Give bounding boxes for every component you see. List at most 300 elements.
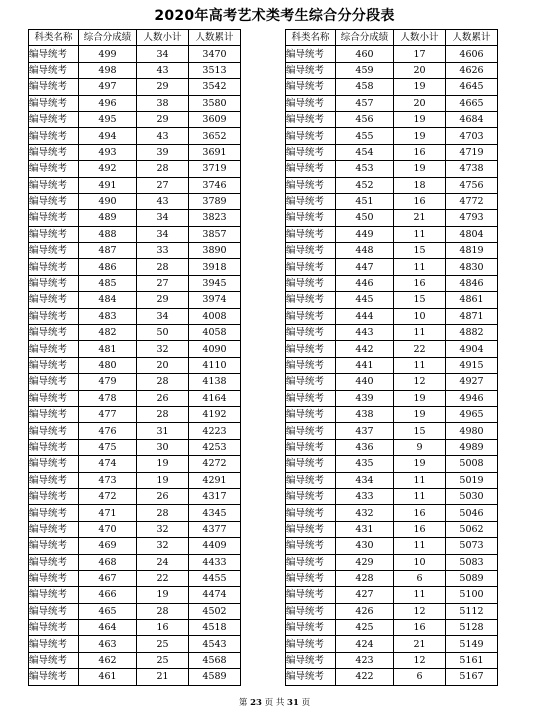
table-row <box>286 226 498 242</box>
cell-cumulative: 5062 <box>446 521 498 537</box>
table-row <box>286 177 498 193</box>
cell-category: 编导统考 <box>29 243 79 259</box>
cell-score: 435 <box>336 456 394 472</box>
cell-count: 43 <box>137 62 189 78</box>
cell-category: 编导统考 <box>29 570 79 586</box>
table-row <box>29 554 241 570</box>
cell-score: 467 <box>79 570 137 586</box>
table-row <box>29 472 241 488</box>
table-row <box>286 439 498 455</box>
cell-count: 39 <box>137 144 189 160</box>
cell-category: 编导统考 <box>29 620 79 636</box>
table-row <box>286 62 498 78</box>
cell-cumulative: 5008 <box>446 456 498 472</box>
table-row <box>286 374 498 390</box>
cell-category: 编导统考 <box>29 177 79 193</box>
cell-cumulative: 4882 <box>446 325 498 341</box>
cell-cumulative: 4518 <box>189 620 241 636</box>
cell-cumulative: 4223 <box>189 423 241 439</box>
cell-cumulative: 4606 <box>446 46 498 62</box>
cell-cumulative: 4291 <box>189 472 241 488</box>
cell-category: 编导统考 <box>286 292 336 308</box>
cell-category: 编导统考 <box>286 439 336 455</box>
table-row <box>29 62 241 78</box>
cell-cumulative: 4927 <box>446 374 498 390</box>
table-row <box>286 554 498 570</box>
cell-score: 457 <box>336 95 394 111</box>
cell-cumulative: 4345 <box>189 505 241 521</box>
cell-category: 编导统考 <box>29 259 79 275</box>
footer-suffix: 页 <box>301 698 311 708</box>
cell-category: 编导统考 <box>29 521 79 537</box>
cell-category: 编导统考 <box>29 226 79 242</box>
cell-cumulative: 4317 <box>189 488 241 504</box>
cell-score: 434 <box>336 472 394 488</box>
cell-cumulative: 4904 <box>446 341 498 357</box>
cell-category: 编导统考 <box>286 357 336 373</box>
table-row <box>286 275 498 291</box>
table-row <box>29 325 241 341</box>
cell-category: 编导统考 <box>286 308 336 324</box>
cell-score: 491 <box>79 177 137 193</box>
cell-cumulative: 4819 <box>446 243 498 259</box>
cell-score: 477 <box>79 406 137 422</box>
cell-score: 445 <box>336 292 394 308</box>
cell-cumulative: 3890 <box>189 243 241 259</box>
column-header-category: 科类名称 <box>29 30 79 46</box>
cell-cumulative: 5089 <box>446 570 498 586</box>
cell-count: 19 <box>394 390 446 406</box>
cell-cumulative: 4804 <box>446 226 498 242</box>
cell-cumulative: 3945 <box>189 275 241 291</box>
column-header-count: 人数小计 <box>137 30 189 46</box>
cell-category: 编导统考 <box>286 423 336 439</box>
table-row <box>286 505 498 521</box>
cell-cumulative: 4946 <box>446 390 498 406</box>
cell-category: 编导统考 <box>29 161 79 177</box>
cell-cumulative: 4684 <box>446 111 498 127</box>
cell-category: 编导统考 <box>29 128 79 144</box>
cell-score: 481 <box>79 341 137 357</box>
cell-count: 19 <box>137 587 189 603</box>
table-row <box>286 636 498 652</box>
cell-cumulative: 3513 <box>189 62 241 78</box>
cell-category: 编导统考 <box>29 652 79 668</box>
cell-count: 18 <box>394 177 446 193</box>
cell-cumulative: 3823 <box>189 210 241 226</box>
cell-count: 32 <box>137 521 189 537</box>
cell-count: 16 <box>394 275 446 291</box>
cell-count: 29 <box>137 111 189 127</box>
cell-category: 编导统考 <box>29 636 79 652</box>
cell-cumulative: 4665 <box>446 95 498 111</box>
cell-cumulative: 4568 <box>189 652 241 668</box>
cell-cumulative: 4830 <box>446 259 498 275</box>
cell-count: 16 <box>394 193 446 209</box>
cell-category: 编导统考 <box>29 406 79 422</box>
cell-cumulative: 3974 <box>189 292 241 308</box>
table-row <box>29 636 241 652</box>
cell-count: 19 <box>137 456 189 472</box>
cell-category: 编导统考 <box>29 292 79 308</box>
cell-score: 461 <box>79 669 137 685</box>
cell-cumulative: 4703 <box>446 128 498 144</box>
cell-score: 471 <box>79 505 137 521</box>
cell-count: 19 <box>394 128 446 144</box>
cell-count: 50 <box>137 325 189 341</box>
cell-count: 19 <box>394 161 446 177</box>
cell-category: 编导统考 <box>286 177 336 193</box>
cell-score: 466 <box>79 587 137 603</box>
cell-category: 编导统考 <box>286 456 336 472</box>
cell-cumulative: 4543 <box>189 636 241 652</box>
table-row <box>286 243 498 259</box>
cell-cumulative: 4871 <box>446 308 498 324</box>
table-row <box>29 46 241 62</box>
table-row <box>286 193 498 209</box>
cell-count: 28 <box>137 406 189 422</box>
cell-count: 12 <box>394 603 446 619</box>
table-row <box>29 423 241 439</box>
cell-score: 497 <box>79 79 137 95</box>
cell-category: 编导统考 <box>29 111 79 127</box>
cell-score: 470 <box>79 521 137 537</box>
footer-middle: 页 共 <box>264 698 285 708</box>
cell-cumulative: 4645 <box>446 79 498 95</box>
cell-count: 31 <box>137 423 189 439</box>
table-row <box>29 210 241 226</box>
table-row <box>286 570 498 586</box>
cell-count: 12 <box>394 652 446 668</box>
cell-count: 43 <box>137 193 189 209</box>
cell-cumulative: 5073 <box>446 538 498 554</box>
cell-score: 475 <box>79 439 137 455</box>
cell-count: 16 <box>394 620 446 636</box>
table-header-row <box>29 30 241 46</box>
cell-cumulative: 4738 <box>446 161 498 177</box>
cell-score: 499 <box>79 46 137 62</box>
cell-score: 490 <box>79 193 137 209</box>
table-row <box>29 341 241 357</box>
cell-cumulative: 4861 <box>446 292 498 308</box>
cell-score: 433 <box>336 488 394 504</box>
cell-score: 485 <box>79 275 137 291</box>
cell-category: 编导统考 <box>29 308 79 324</box>
cell-score: 443 <box>336 325 394 341</box>
cell-count: 11 <box>394 357 446 373</box>
table-row <box>29 275 241 291</box>
cell-count: 34 <box>137 46 189 62</box>
cell-cumulative: 4793 <box>446 210 498 226</box>
table-row <box>286 79 498 95</box>
cell-score: 452 <box>336 177 394 193</box>
cell-category: 编导统考 <box>29 357 79 373</box>
cell-category: 编导统考 <box>286 128 336 144</box>
cell-count: 28 <box>137 374 189 390</box>
cell-cumulative: 5100 <box>446 587 498 603</box>
cell-cumulative: 3918 <box>189 259 241 275</box>
cell-count: 25 <box>137 636 189 652</box>
table-row <box>29 570 241 586</box>
cell-count: 11 <box>394 472 446 488</box>
cell-count: 26 <box>137 390 189 406</box>
cell-count: 19 <box>394 456 446 472</box>
cell-category: 编导统考 <box>29 95 79 111</box>
cell-category: 编导统考 <box>29 325 79 341</box>
cell-category: 编导统考 <box>286 669 336 685</box>
cell-score: 456 <box>336 111 394 127</box>
table-row <box>29 357 241 373</box>
cell-category: 编导统考 <box>29 144 79 160</box>
cell-score: 430 <box>336 538 394 554</box>
cell-category: 编导统考 <box>29 603 79 619</box>
table-row <box>29 193 241 209</box>
cell-category: 编导统考 <box>286 111 336 127</box>
cell-count: 38 <box>137 95 189 111</box>
cell-cumulative: 3542 <box>189 79 241 95</box>
cell-score: 473 <box>79 472 137 488</box>
cell-cumulative: 5046 <box>446 505 498 521</box>
table-row <box>29 95 241 111</box>
cell-category: 编导统考 <box>286 79 336 95</box>
cell-score: 448 <box>336 243 394 259</box>
cell-score: 444 <box>336 308 394 324</box>
cell-score: 496 <box>79 95 137 111</box>
cell-score: 489 <box>79 210 137 226</box>
cell-cumulative: 3609 <box>189 111 241 127</box>
cell-count: 33 <box>137 243 189 259</box>
cell-cumulative: 5112 <box>446 603 498 619</box>
table-row <box>29 111 241 127</box>
column-header-count: 人数小计 <box>394 30 446 46</box>
footer-prefix: 第 <box>238 698 248 708</box>
table-row <box>29 144 241 160</box>
cell-category: 编导统考 <box>29 374 79 390</box>
cell-count: 15 <box>394 423 446 439</box>
table-row <box>286 341 498 357</box>
table-row <box>29 603 241 619</box>
cell-score: 482 <box>79 325 137 341</box>
cell-score: 442 <box>336 341 394 357</box>
cell-score: 446 <box>336 275 394 291</box>
cell-score: 488 <box>79 226 137 242</box>
column-header-category: 科类名称 <box>286 30 336 46</box>
cell-category: 编导统考 <box>286 95 336 111</box>
cell-score: 458 <box>336 79 394 95</box>
cell-count: 30 <box>137 439 189 455</box>
cell-score: 472 <box>79 488 137 504</box>
cell-cumulative: 5083 <box>446 554 498 570</box>
cell-cumulative: 4110 <box>189 357 241 373</box>
cell-score: 454 <box>336 144 394 160</box>
cell-score: 476 <box>79 423 137 439</box>
cell-cumulative: 3470 <box>189 46 241 62</box>
cell-count: 16 <box>394 505 446 521</box>
cell-cumulative: 4772 <box>446 193 498 209</box>
cell-score: 493 <box>79 144 137 160</box>
table-row <box>29 390 241 406</box>
table-row <box>29 177 241 193</box>
cell-score: 428 <box>336 570 394 586</box>
table-row <box>286 128 498 144</box>
cell-category: 编导统考 <box>29 341 79 357</box>
cell-category: 编导统考 <box>286 161 336 177</box>
table-row <box>286 669 498 685</box>
cell-count: 28 <box>137 603 189 619</box>
cell-score: 462 <box>79 652 137 668</box>
cell-count: 16 <box>394 521 446 537</box>
cell-cumulative: 5149 <box>446 636 498 652</box>
cell-count: 11 <box>394 259 446 275</box>
cell-score: 487 <box>79 243 137 259</box>
cell-count: 11 <box>394 488 446 504</box>
table-row <box>286 423 498 439</box>
table-row <box>29 128 241 144</box>
cell-cumulative: 4719 <box>446 144 498 160</box>
cell-cumulative: 4409 <box>189 538 241 554</box>
cell-count: 9 <box>394 439 446 455</box>
table-row <box>286 325 498 341</box>
table-row <box>286 456 498 472</box>
cell-category: 编导统考 <box>286 193 336 209</box>
table-row <box>286 390 498 406</box>
cell-cumulative: 4502 <box>189 603 241 619</box>
table-row <box>286 620 498 636</box>
cell-count: 10 <box>394 308 446 324</box>
table-row <box>29 226 241 242</box>
cell-category: 编导统考 <box>286 275 336 291</box>
cell-count: 15 <box>394 243 446 259</box>
cell-count: 12 <box>394 374 446 390</box>
cell-category: 编导统考 <box>29 439 79 455</box>
cell-cumulative: 4846 <box>446 275 498 291</box>
cell-category: 编导统考 <box>286 505 336 521</box>
cell-score: 465 <box>79 603 137 619</box>
cell-score: 424 <box>336 636 394 652</box>
cell-count: 6 <box>394 669 446 685</box>
cell-score: 474 <box>79 456 137 472</box>
cell-cumulative: 4164 <box>189 390 241 406</box>
cell-category: 编导统考 <box>29 62 79 78</box>
cell-cumulative: 5030 <box>446 488 498 504</box>
cell-score: 494 <box>79 128 137 144</box>
cell-score: 480 <box>79 357 137 373</box>
table-body-right <box>286 46 498 685</box>
cell-score: 468 <box>79 554 137 570</box>
cell-count: 26 <box>137 488 189 504</box>
cell-count: 27 <box>137 177 189 193</box>
cell-score: 438 <box>336 406 394 422</box>
cell-cumulative: 3789 <box>189 193 241 209</box>
table-row <box>286 538 498 554</box>
cell-score: 432 <box>336 505 394 521</box>
cell-category: 编导统考 <box>286 488 336 504</box>
table-row <box>29 439 241 455</box>
cell-category: 编导统考 <box>286 341 336 357</box>
cell-category: 编导统考 <box>286 374 336 390</box>
cell-cumulative: 4377 <box>189 521 241 537</box>
cell-category: 编导统考 <box>286 538 336 554</box>
cell-category: 编导统考 <box>286 325 336 341</box>
table-row <box>286 587 498 603</box>
cell-score: 498 <box>79 62 137 78</box>
cell-count: 34 <box>137 308 189 324</box>
cell-score: 483 <box>79 308 137 324</box>
cell-score: 425 <box>336 620 394 636</box>
cell-category: 编导统考 <box>286 603 336 619</box>
cell-cumulative: 4058 <box>189 325 241 341</box>
cell-category: 编导统考 <box>286 652 336 668</box>
table-row <box>29 669 241 685</box>
cell-score: 427 <box>336 587 394 603</box>
cell-category: 编导统考 <box>29 390 79 406</box>
table-row <box>286 472 498 488</box>
cell-category: 编导统考 <box>29 505 79 521</box>
cell-score: 463 <box>79 636 137 652</box>
table-row <box>286 161 498 177</box>
cell-category: 编导统考 <box>29 193 79 209</box>
cell-score: 453 <box>336 161 394 177</box>
cell-count: 19 <box>394 79 446 95</box>
table-row <box>286 46 498 62</box>
cell-count: 28 <box>137 161 189 177</box>
table-row <box>286 308 498 324</box>
cell-category: 编导统考 <box>286 636 336 652</box>
cell-cumulative: 5019 <box>446 472 498 488</box>
cell-category: 编导统考 <box>29 587 79 603</box>
table-row <box>29 161 241 177</box>
cell-score: 451 <box>336 193 394 209</box>
cell-category: 编导统考 <box>286 472 336 488</box>
cell-count: 28 <box>137 259 189 275</box>
table-header-row <box>286 30 498 46</box>
table-row <box>29 488 241 504</box>
table-row <box>29 259 241 275</box>
table-row <box>29 620 241 636</box>
cell-category: 编导统考 <box>286 144 336 160</box>
table-row <box>286 488 498 504</box>
cell-score: 429 <box>336 554 394 570</box>
cell-category: 编导统考 <box>286 226 336 242</box>
cell-cumulative: 3652 <box>189 128 241 144</box>
cell-score: 495 <box>79 111 137 127</box>
cell-category: 编导统考 <box>29 46 79 62</box>
cell-category: 编导统考 <box>286 620 336 636</box>
cell-score: 447 <box>336 259 394 275</box>
cell-count: 11 <box>394 226 446 242</box>
cell-cumulative: 4989 <box>446 439 498 455</box>
cell-count: 16 <box>394 144 446 160</box>
table-row <box>286 357 498 373</box>
cell-count: 21 <box>394 636 446 652</box>
cell-category: 编导统考 <box>29 423 79 439</box>
cell-cumulative: 4589 <box>189 669 241 685</box>
cell-category: 编导统考 <box>29 669 79 685</box>
cell-score: 469 <box>79 538 137 554</box>
cell-cumulative: 3691 <box>189 144 241 160</box>
cell-score: 478 <box>79 390 137 406</box>
cell-count: 11 <box>394 325 446 341</box>
table-row <box>286 259 498 275</box>
table-row <box>286 111 498 127</box>
cell-category: 编导统考 <box>286 554 336 570</box>
table-row <box>29 538 241 554</box>
cell-count: 34 <box>137 226 189 242</box>
cell-category: 编导统考 <box>29 538 79 554</box>
column-header-cumulative: 人数累计 <box>189 30 241 46</box>
cell-category: 编导统考 <box>286 243 336 259</box>
cell-category: 编导统考 <box>286 46 336 62</box>
